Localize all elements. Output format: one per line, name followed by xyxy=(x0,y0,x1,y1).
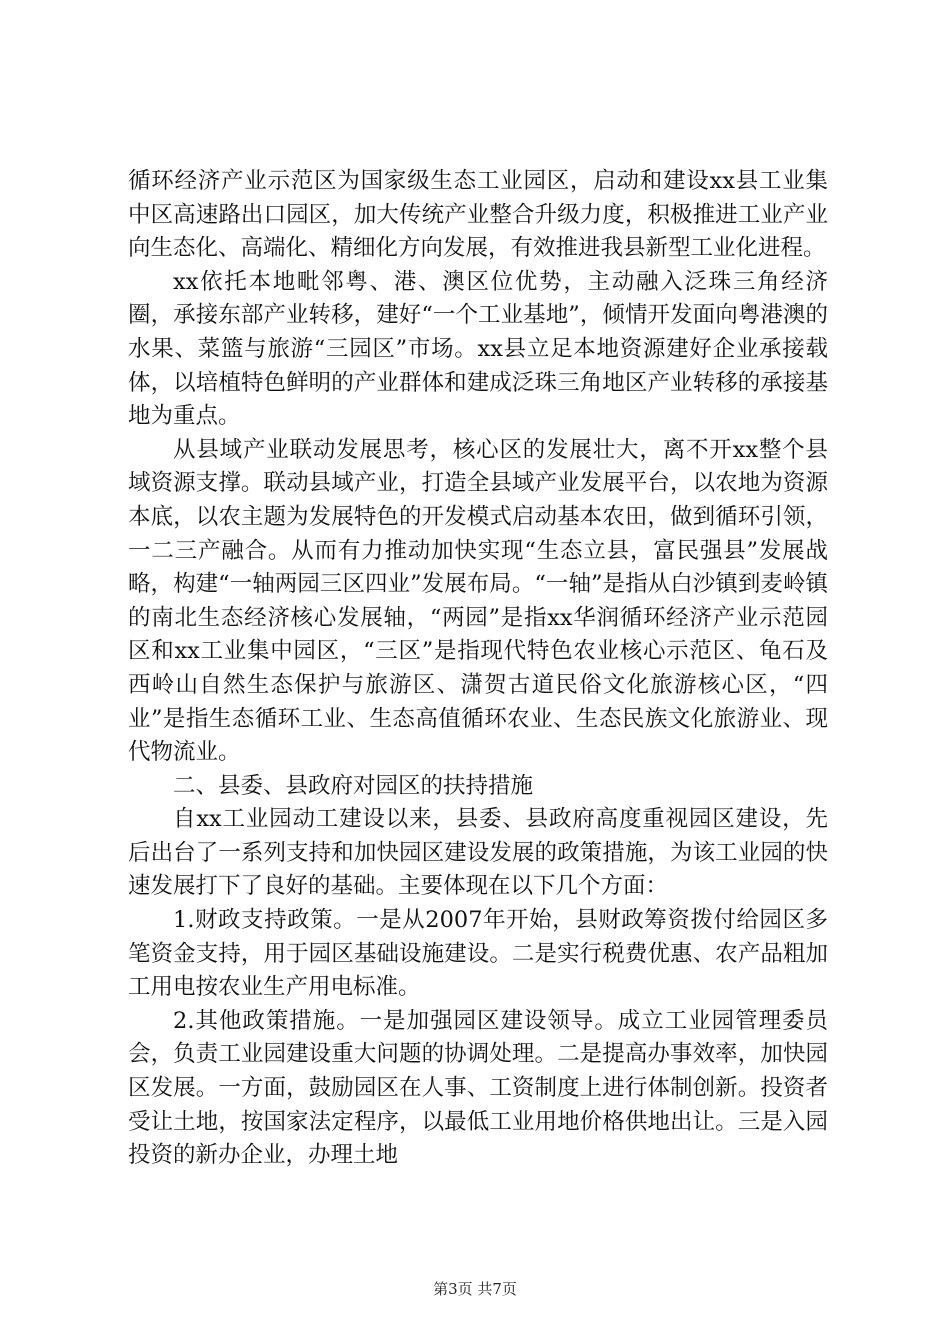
page-footer: 第3页 共7页 xyxy=(433,1280,517,1298)
paragraph-6: 2.其他政策措施。一是加强园区建设领导。成立工业园管理委员会，负责工业园建设重大问题的协调处理。二是提高办事效率，加快园区发展。一方面，鼓励园区在人事、工资制度上进行体制创新。投资者受让土地，按国家法定程序，以最低工业用地价格供地出让。三是入园投资的新办企业，办理土地 xyxy=(128,1007,828,1169)
document-body xyxy=(128,165,828,1173)
paragraph-5: 1.财政支持政策。一是从2007年开始，县财政筹资拨付给园区多笔资金支持，用于园区基础设施建设。二是实行税费优惠、农产品粗加工用电按农业生产用电标准。 xyxy=(128,907,828,1001)
paragraph-4: 自xx工业园动工建设以来，县委、县政府高度重视园区建设，先后出台了一系列支持和加快园区建设发展的政策措施，为该工业园的快速发展打下了良好的基础。主要体现在以下几个方面： xyxy=(128,806,828,900)
paragraph-2: xx依托本地毗邻粤、港、澳区位优势，主动融入泛珠三角经济圈，承接东部产业转移，建好“一个工业基地”，倾情开发面向粤港澳的水果、菜篮与旅游“三园区”市场。xx县立足本地资源建好企业承接载体，以培植特色鲜明的产业群体和建成泛珠三角地区产业转移的承接基地为重点。 xyxy=(128,268,828,430)
paragraph-1: 循环经济产业示范区为国家级生态工业园区，启动和建设xx县工业集中区高速路出口园区，加大传统产业整合升级力度，积极推进工业产业向生态化、高端化、精细化方向发展，有效推进我县新型工业化进程。 xyxy=(128,168,828,262)
section-heading: 二、县委、县政府对园区的扶持措施 xyxy=(173,772,534,799)
paragraph-3: 从县域产业联动发展思考，核心区的发展壮大，离不开xx整个县域资源支撑。联动县域产业，打造全县域产业发展平台，以农地为资源本底，以农主题为发展特色的开发模式启动基本农田，做到循环引领，一二三产融合。从而有力推动加快实现“生态立县，富民强县”发展战略，构建“一轴两园三区四业”发展布局。“一轴”是指从白沙镇到麦岭镇的南北生态经济核心发展轴，“两园”是指xx华润循环经济产业示范园区和xx工业集中园区，“三区”是指现代特色农业核心示范区、龟石及西岭山自然生态保护与旅游区、潇贺古道民俗文化旅游核心区，“四业”是指生态循环工业、生态高值循环农业、生态民族文化旅游业、现代物流业。 xyxy=(128,436,828,766)
